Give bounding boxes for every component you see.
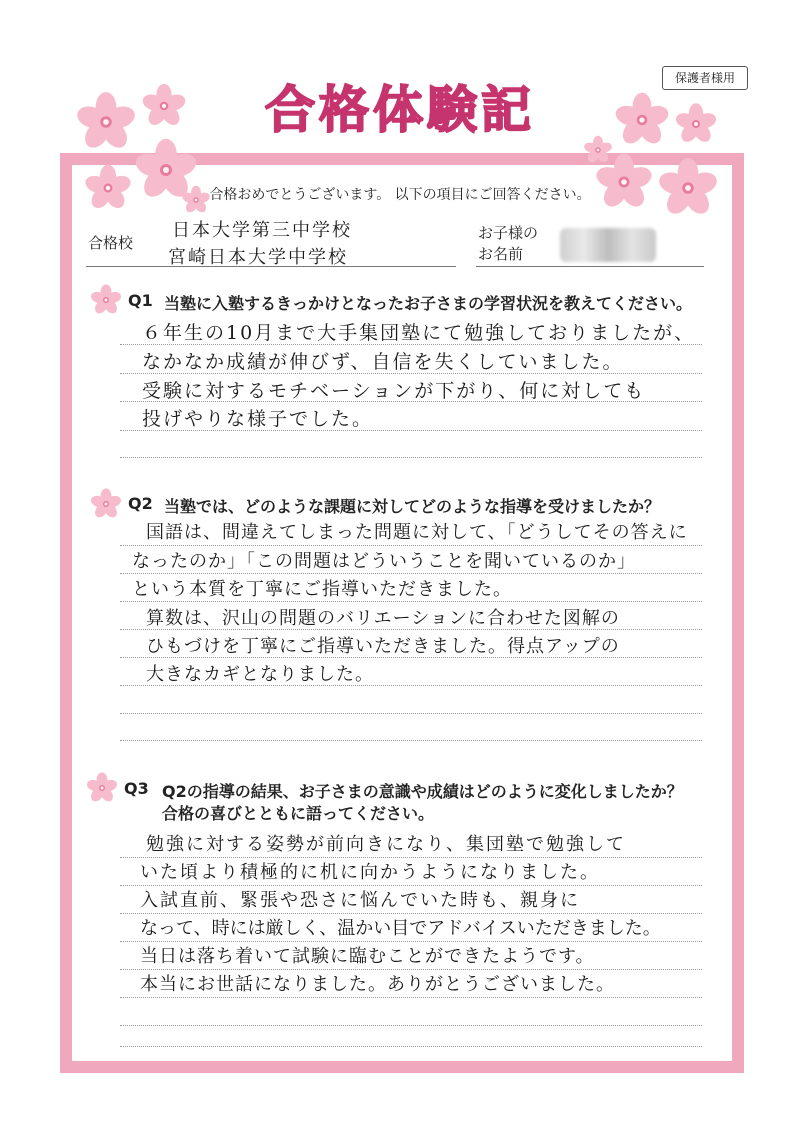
q2-answer-line: ひもづけを丁寧にご指導いただきました。得点アップの	[146, 636, 620, 657]
q1-number: Q1	[128, 291, 153, 310]
answer-rule	[120, 601, 702, 602]
q1-answer-line: 投げやりな様子でした。	[142, 408, 374, 430]
school-line-2: 宮崎日本大学中学校	[168, 247, 348, 268]
q2-answer-line: なったのか」「この問題はどういうことを聞いているのか」	[132, 551, 636, 572]
q3-answer-line: 勉強に対する姿勢が前向きになり、集団塾で勉強して	[146, 834, 626, 855]
q3-number: Q3	[124, 779, 149, 798]
school-label: 合格校	[88, 234, 134, 252]
name-underline	[476, 266, 704, 267]
answer-rule	[120, 545, 702, 546]
q3-answer-line: 本当にお世話になりました。ありがとうございました。	[140, 974, 615, 995]
q1-answer-line: 受験に対するモチベーションが下がり、何に対しても	[142, 380, 646, 402]
answer-rule	[120, 740, 702, 741]
q1-blossom-icon	[88, 282, 124, 318]
q1-question: 当塾に入塾するきっかけとなったお子さまの学習状況を教えてください。	[164, 294, 693, 313]
answer-rule	[120, 573, 702, 574]
q2-blossom-icon	[88, 486, 124, 522]
q1-answer-line: ６年生の10月まで大手集団塾にて勉強しておりましたが、	[142, 322, 696, 344]
q2-answer-line: という本質を丁寧にご指導いただきました。	[132, 579, 512, 600]
q2-answer-line: 大きなカギとなりました。	[146, 664, 374, 685]
q3-blossom-icon	[84, 770, 120, 806]
q2-question: 当塾では、どのような課題に対してどのような指導を受けましたか？	[164, 497, 661, 516]
q2-answer-line: 国語は、間違えてしまった問題に対して、「どうしてその答えに	[146, 522, 688, 543]
answer-rule	[120, 997, 702, 998]
q1-answer-line: なかなか成績が伸びず、自信を失くしていました。	[142, 351, 624, 373]
q3-answer-line: いた頃より積極的に机に向かうようになりました。	[140, 862, 600, 883]
answer-rule	[120, 713, 702, 714]
q2-answer-line: 算数は、沢山の問題のバリエーションに合わせた図解の	[146, 608, 620, 629]
school-line-1: 日本大学第三中学校	[172, 220, 352, 241]
q3-question-line2: 合格の喜びとともに語ってください。	[162, 804, 435, 823]
answer-rule	[120, 1046, 702, 1047]
badge: 保護者様用	[662, 66, 748, 90]
q3-answer-line: 当日は落ち着いて試験に臨むことができたようです。	[140, 946, 595, 967]
answer-rule	[120, 457, 702, 458]
q2-number: Q2	[128, 494, 153, 513]
school-underline	[86, 266, 456, 267]
child-label-line2: お名前	[478, 245, 524, 263]
greeting: 合格おめでとうございます。 以下の項目にご回答ください。	[209, 187, 591, 203]
q3-answer-line: 入試直前、緊張や恐さに悩んでいた時も、親身に	[140, 890, 580, 911]
q3-question: Q2の指導の結果、お子さまの意識や成績はどのように変化しましたか？	[162, 782, 683, 801]
child-label-line1: お子様の	[478, 224, 539, 242]
redacted-name	[560, 228, 656, 262]
q3-answer-line: なって、時には厳しく、温かい目でアドバイスいただきました。	[140, 918, 661, 939]
answer-rule	[120, 1025, 702, 1026]
page-title: 合格体験記	[265, 80, 535, 139]
